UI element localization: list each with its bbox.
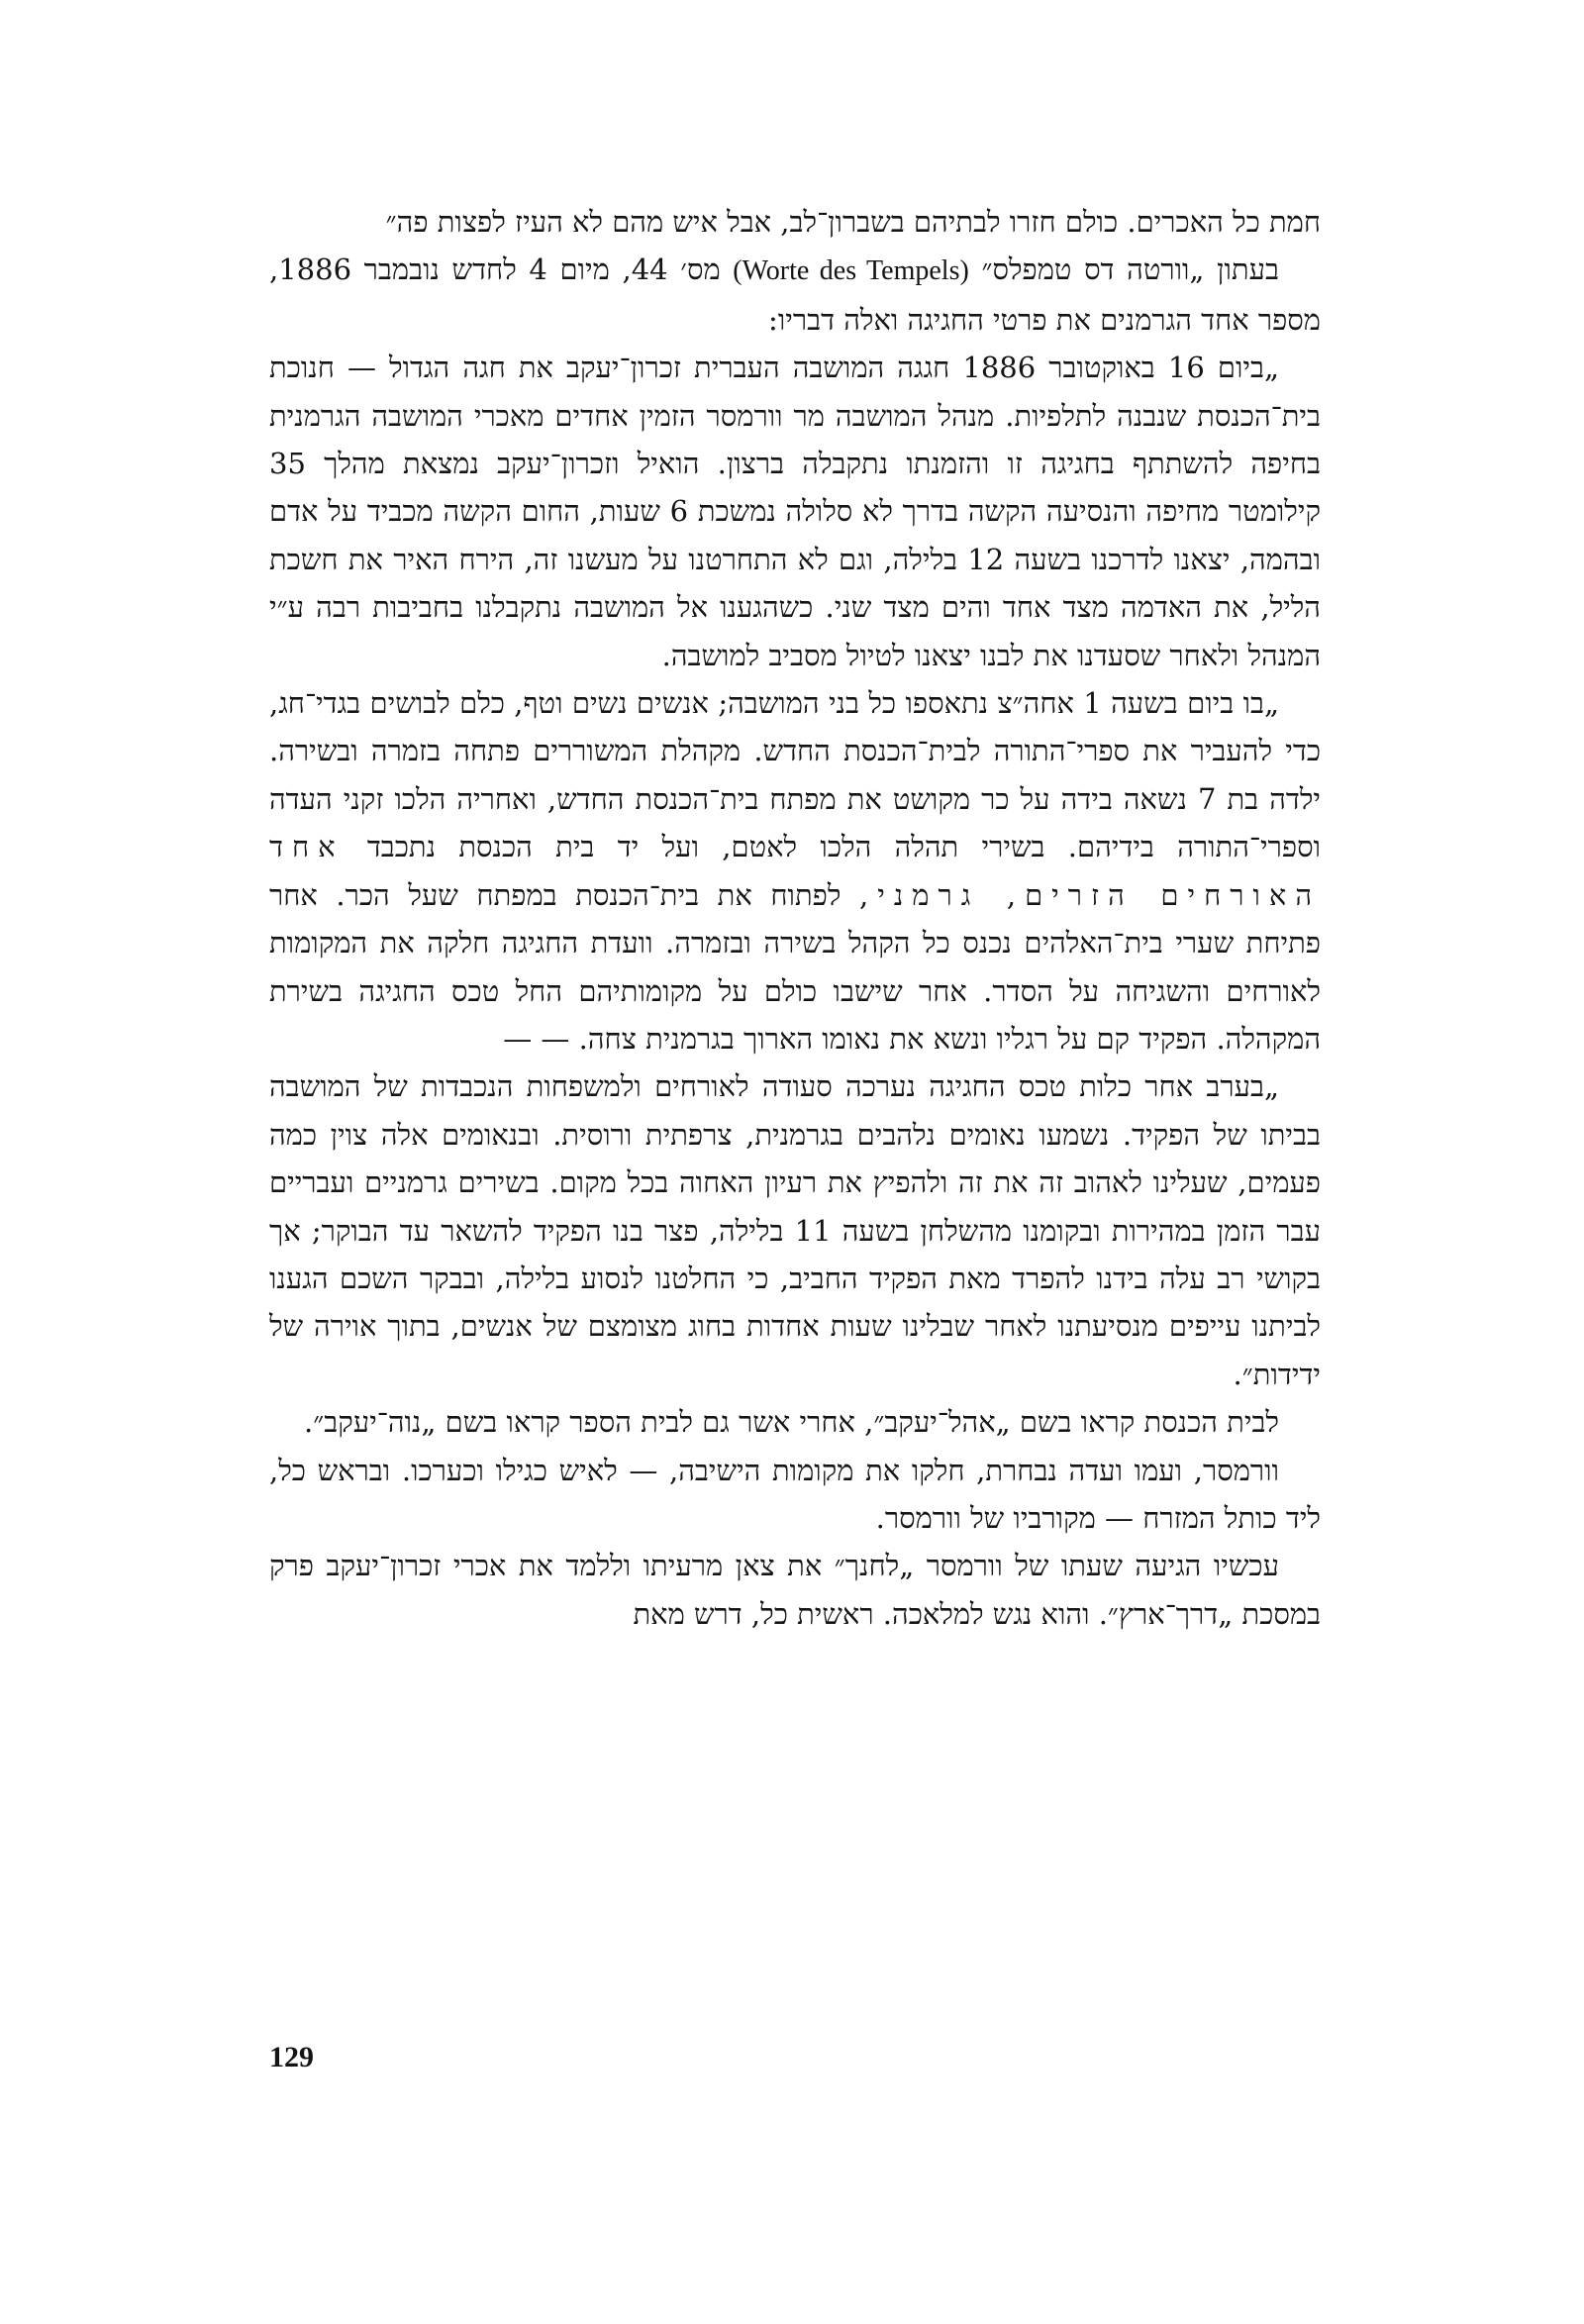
paragraph-4-spaced-emphasis: אחד האורחים הזרים, גרמני, [269, 830, 1321, 912]
paragraph-6-text: לבית הכנסת קראו בשם „אהל־יעקב״, אחרי אשר גם לבית הספר קראו בשם „נוה־יעקב״. [304, 1405, 1279, 1440]
paragraph-2-latin-title: (Worte des Tempels) [733, 255, 969, 287]
paragraph-6 [269, 1398, 1321, 1446]
paragraph-8-text: עכשיו הגיעה שעתו של וורמסר „לחנך״ את צאן מרעיתו וללמד את אכרי זכרון־יעקב פרק במסכת „דרך־ארץ״. והוא נגש למלאכה. ראשית כל, דרש מאת [269, 1549, 1321, 1631]
paragraph-3 [269, 344, 1321, 679]
paragraph-1-text: חמת כל האכרים. כולם חזרו לבתיהם בשברון־לב, אבל איש מהם לא העיז לפצות פה״ [385, 205, 1321, 239]
paragraph-2-text-after: מס׳ 44, מיום 4 לחדש נובמבר 1886, מספר אחד הגרמנים את פרטי החגיגה ואלה דבריו: [269, 253, 1321, 337]
paragraph-2 [269, 246, 1321, 344]
paragraph-1 [269, 198, 1321, 246]
body-text [269, 198, 1321, 1638]
paragraph-4 [269, 679, 1321, 1062]
paragraph-2-text-before: בעתון „וורטה דס טמפלס״ [968, 253, 1279, 287]
paragraph-4-text-after: לפתוח את בית־הכנסת במפתח שעל הכר. אחר פתיחת שערי בית־האלהים נכנס כל הקהל בשירה ובזמרה. וועדת החגיגה חלקה את המקומות לאורחים והשגיחה על הסדר. אחר שישבו כולם על מקומותיהם החל טכס החגיגה בשירת המקהלה. הפקיד קם על רגליו ונשא את נאומו הארוך בגרמנית צחה. — — [269, 877, 1321, 1056]
paragraph-7-text: וורמסר, ועמו ועדה נבחרת, חלקו את מקומות הישיבה, — לאיש כגילו וכערכו. ובראש כל, ליד כותל המזרח — מקורביו של וורמסר. [269, 1453, 1321, 1535]
paragraph-3-text: „ביום 16 באוקטובר 1886 חגגה המושבה העברית זכרון־יעקב את חגה הגדול — חנוכת בית־הכנסת שנבנה לתלפיות. מנהל המושבה מר וורמסר הזמין אחדים מאכרי המושבה הגרמנית בחיפה להשתתף בחגיגה זו והזמנתו נתקבלה ברצון. הואיל וזכרון־יעקב נמצאת מהלך 35 קילומטר מחיפה והנסיעה הקשה בדרך לא סלולה נמשכת 6 שעות, החום הקשה מכביד על אדם ובהמה, יצאנו לדרכנו בשעה 12 בלילה, וגם לא התחרטנו על מעשנו זה, הירח האיר את חשכת הליל, את האדמה מצד אחד והים מצד שני. כשהגענו אל המושבה נתקבלנו בחביבות רבה ע״י המנהל ולאחר שסעדנו את לבנו יצאנו לטיול מסביב למושבה. [269, 351, 1321, 672]
paragraph-7 [269, 1447, 1321, 1543]
paragraph-5 [269, 1062, 1321, 1398]
paragraph-8 [269, 1542, 1321, 1638]
paragraph-5-text: „בערב אחר כלות טכס החגיגה נערכה סעודה לאורחים ולמשפחות הנכבדות של המושבה בביתו של הפקיד. נשמעו נאומים נלהבים בגרמנית, צרפתית ורוסית. ובנאומים אלה צוין כמה פעמים, שעלינו לאהוב זה את זה ולהפיץ את רעיון האחוה בכל מקום. בשירים גרמניים ועבריים עבר הזמן במהירות ובקומנו מהשלחן בשעה 11 בלילה, פצר בנו הפקיד להשאר עד הבוקר; אך בקושי רב עלה בידנו להפרד מאת הפקיד החביב, כי החלטנו לנסוע בלילה, ובבקר השכם הגענו לביתנו עייפים מנסיעתנו לאחר שבלינו שעות אחדות בחוג מצומצם של אנשים, בתוך אוירה של ידידות״. [269, 1069, 1322, 1391]
paragraph-4-text-before: „בו ביום בשעה 1 אחה״צ נתאספו כל בני המושבה; אנשים נשים וטף, כלם לבושים בגדי־חג, כדי להעביר את ספרי־התורה לבית־הכנסת החדש. מקהלת המשוררים פתחה בזמרה ובשירה. ילדה בת 7 נשאה בידה על כר מקושט את מפתח בית־הכנסת החדש, ואחריה הלכו זקני העדה וספרי־התורה בידיהם. בשירי תהלה הלכו לאטם, ועל יד בית הכנסת נתכבד [269, 686, 1321, 864]
page-number: 129 [269, 2041, 314, 2073]
